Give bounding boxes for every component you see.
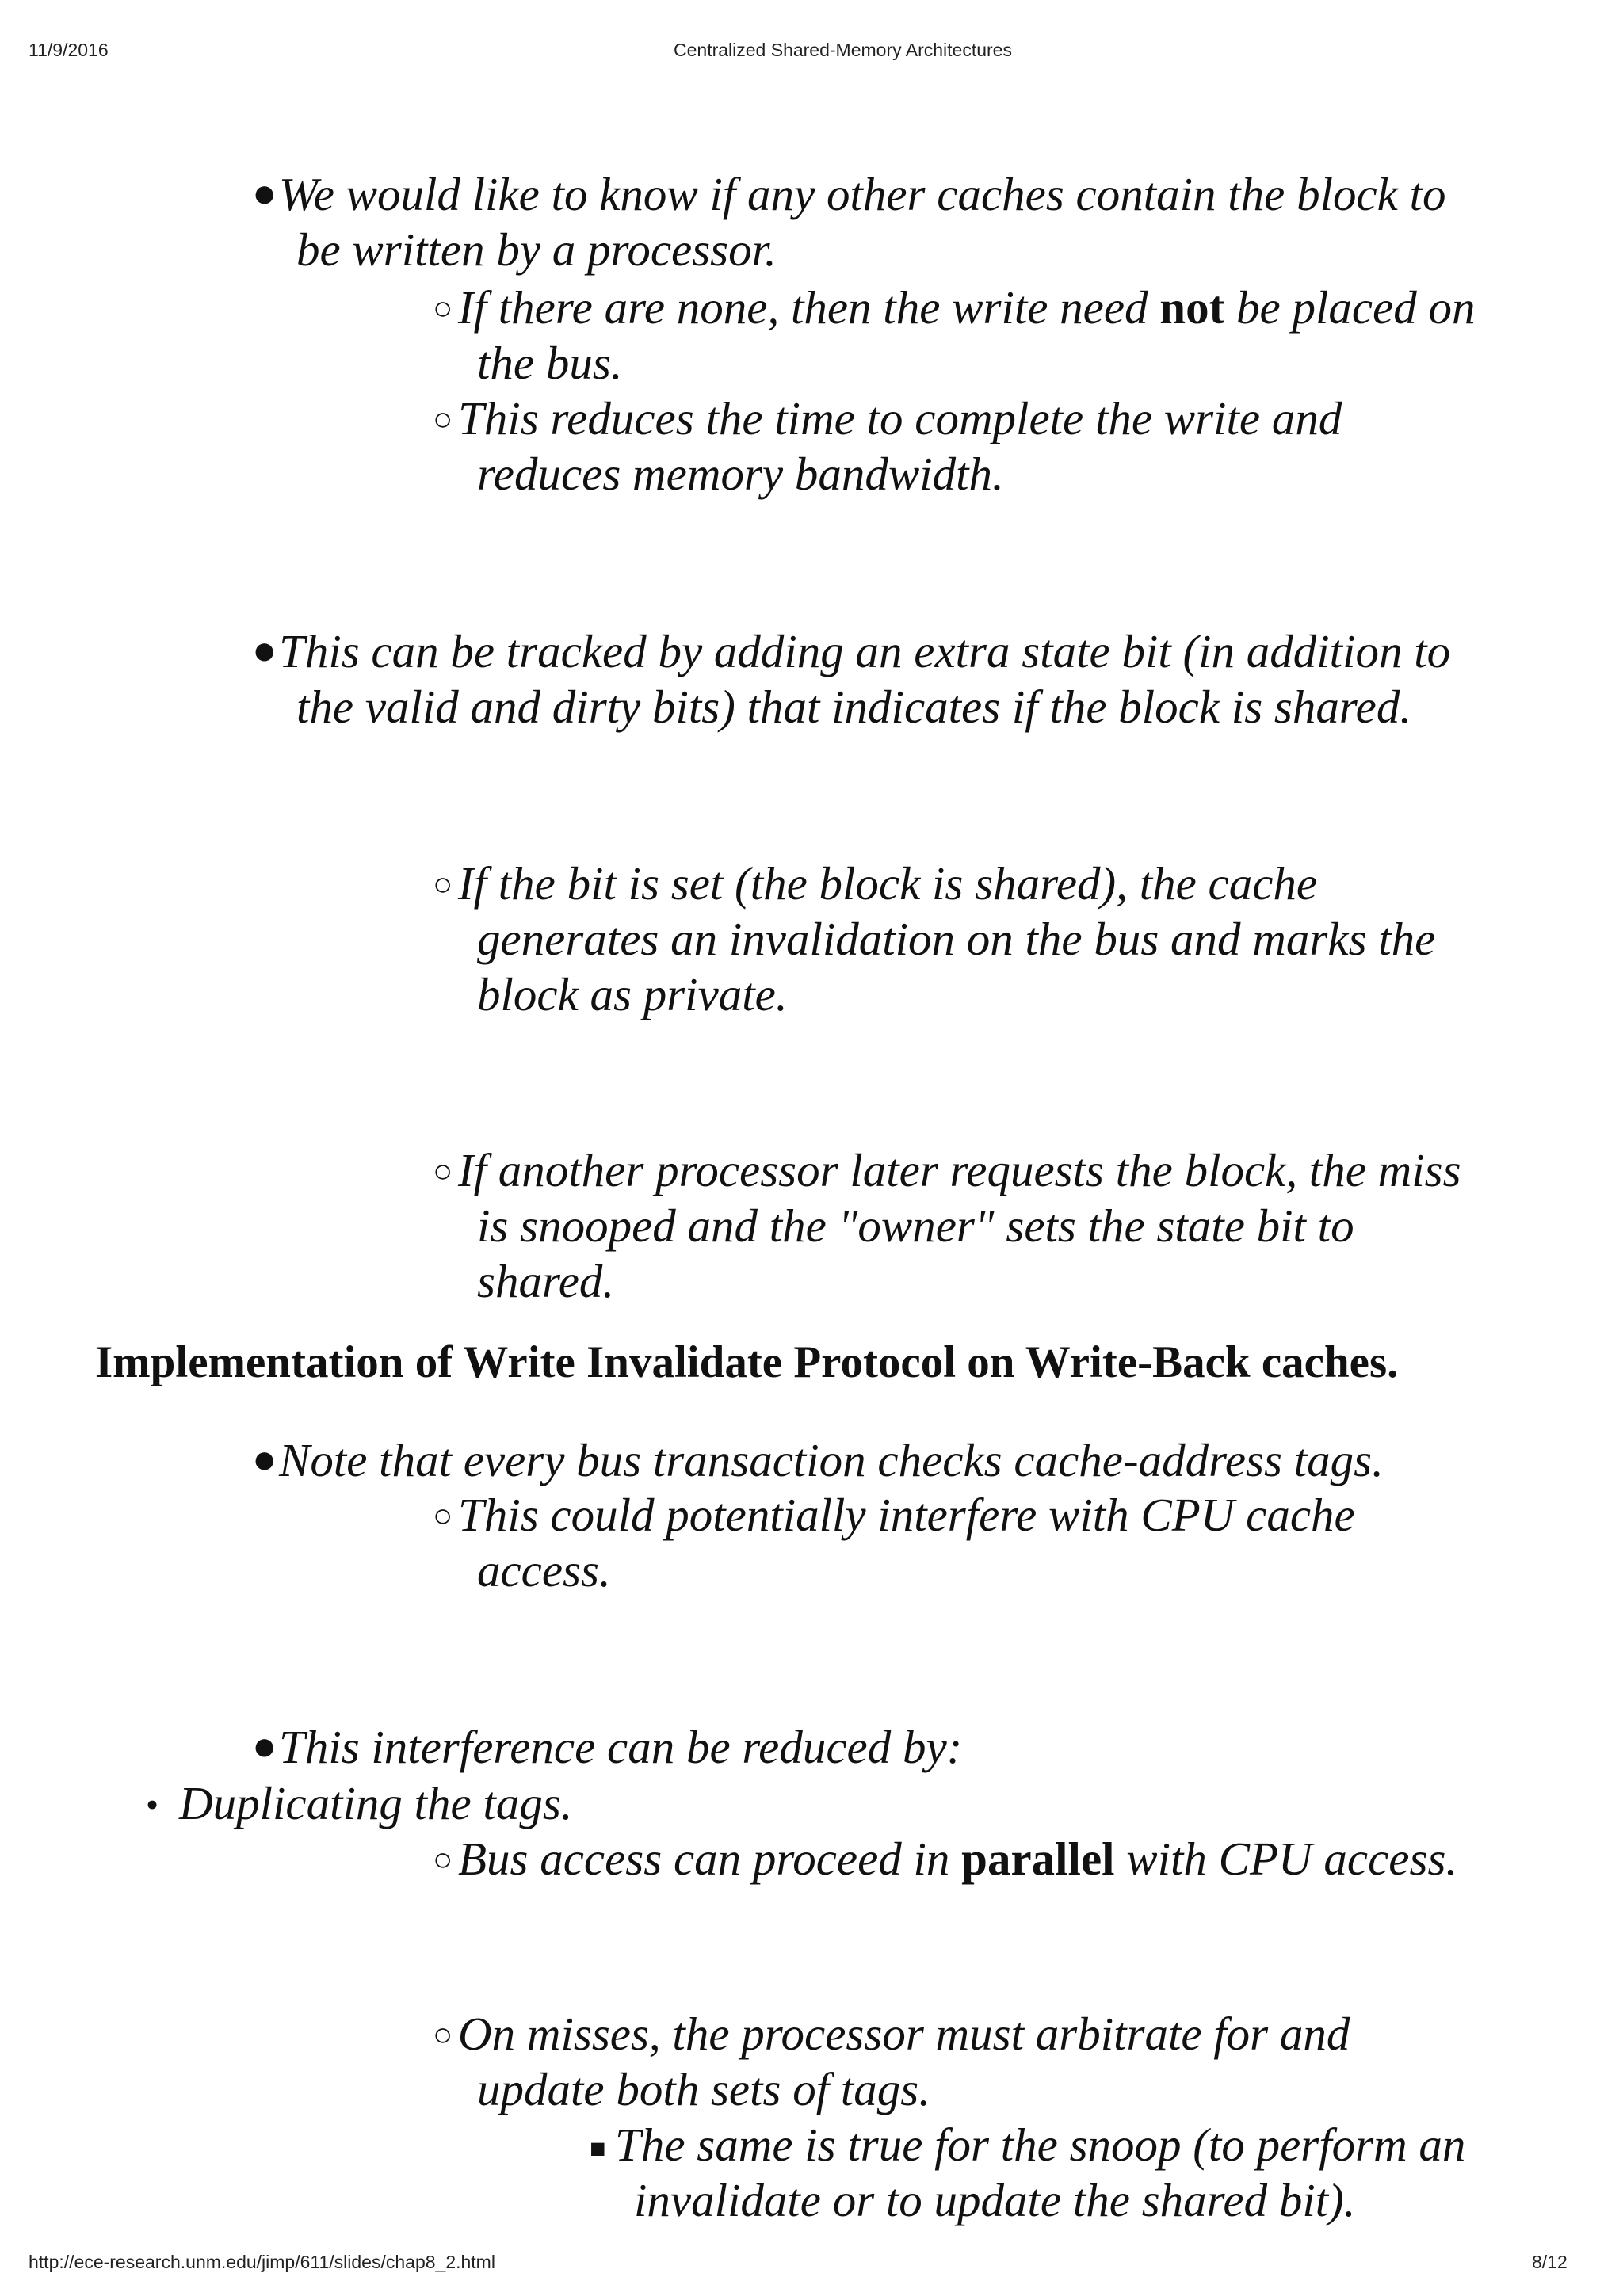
- text-line: The same is true for the snoop (to perform an: [615, 2119, 1466, 2171]
- text-line: [458, 280, 1475, 335]
- bullet-icon: •: [146, 1784, 159, 1825]
- sub-sub-bullet-item: [590, 2117, 1466, 2228]
- bullet-circle-icon: ○: [433, 402, 453, 438]
- section-heading: Implementation of Write Invalidate Protocol on Write-Back caches.: [95, 1337, 1399, 1387]
- bullet-item: [252, 1432, 1384, 1488]
- text-line: We would like to know if any other caches contain the block to: [279, 168, 1446, 220]
- text-line: This can be tracked by adding an extra state bit (in addition to: [279, 625, 1451, 677]
- text-line: [458, 1831, 1457, 1886]
- list-item: [146, 1775, 573, 1831]
- sub-bullet-item: [433, 1142, 1461, 1309]
- text-line: is snooped and the "owner" sets the state bit to: [477, 1199, 1354, 1252]
- bullet-dot-icon: ●: [252, 1437, 277, 1482]
- text-run: with CPU access.: [1114, 1833, 1458, 1885]
- text-line: If the bit is set (the block is shared), the cache: [458, 857, 1318, 910]
- sub-bullet-item: [433, 1831, 1458, 1886]
- text-line: If another processor later requests the block, the miss: [458, 1144, 1461, 1196]
- text-line: This could potentially interfere with CPU cache: [458, 1489, 1355, 1541]
- header-title: Centralized Shared-Memory Architectures: [674, 40, 1012, 60]
- bullet-circle-icon: ○: [433, 1154, 453, 1190]
- footer-url: http://ece-research.unm.edu/jimp/611/slides/chap8_2.html: [29, 2252, 495, 2272]
- bullet-item: [252, 1719, 963, 1775]
- text-line: This interference can be reduced by:: [279, 1721, 963, 1773]
- text-line: reduces memory bandwidth.: [477, 448, 1004, 500]
- bold-text: parallel: [961, 1833, 1115, 1885]
- sub-bullet-item: [433, 391, 1342, 502]
- text-line: the bus.: [477, 337, 623, 389]
- bullet-circle-icon: ○: [433, 291, 453, 327]
- page-number: 8/12: [1532, 2252, 1568, 2272]
- header-date: 11/9/2016: [29, 40, 109, 60]
- text-line: update both sets of tags.: [477, 2063, 930, 2115]
- sub-bullet-item: [433, 2006, 1350, 2117]
- text-run: be placed on: [1224, 281, 1476, 334]
- bullet-item: [252, 624, 1451, 734]
- text-run: If there are none, then the write need: [458, 281, 1160, 334]
- text-line: invalidate or to update the shared bit).: [634, 2174, 1356, 2226]
- text-line: Duplicating the tags.: [179, 1777, 573, 1829]
- sub-bullet-item: [433, 856, 1436, 1022]
- text-line: Note that every bus transaction checks cache-address tags.: [279, 1434, 1384, 1486]
- text-line: access.: [477, 1544, 611, 1596]
- sub-bullet-item: [433, 280, 1476, 391]
- bullet-circle-icon: ○: [433, 867, 453, 903]
- bullet-item: [252, 166, 1446, 277]
- bullet-dot-icon: ●: [252, 171, 277, 216]
- text-line: be written by a processor.: [296, 223, 777, 276]
- sub-bullet-item: [433, 1487, 1355, 1598]
- text-run: Bus access can proceed in: [458, 1833, 962, 1885]
- bold-text: not: [1159, 281, 1225, 334]
- bullet-circle-icon: ○: [433, 1842, 453, 1878]
- bullet-square-icon: ■: [590, 2134, 606, 2164]
- text-line: This reduces the time to complete the write and: [458, 392, 1342, 444]
- bullet-dot-icon: ●: [252, 628, 277, 673]
- text-line: the valid and dirty bits) that indicates if the block is shared.: [296, 681, 1412, 733]
- text-line: shared.: [477, 1255, 615, 1307]
- text-line: generates an invalidation on the bus and marks the: [477, 913, 1436, 965]
- bullet-circle-icon: ○: [433, 1498, 453, 1535]
- text-line: block as private.: [477, 968, 788, 1020]
- text-line: On misses, the processor must arbitrate for and: [458, 2008, 1350, 2060]
- bullet-dot-icon: ●: [252, 1724, 277, 1769]
- bullet-circle-icon: ○: [433, 2017, 453, 2054]
